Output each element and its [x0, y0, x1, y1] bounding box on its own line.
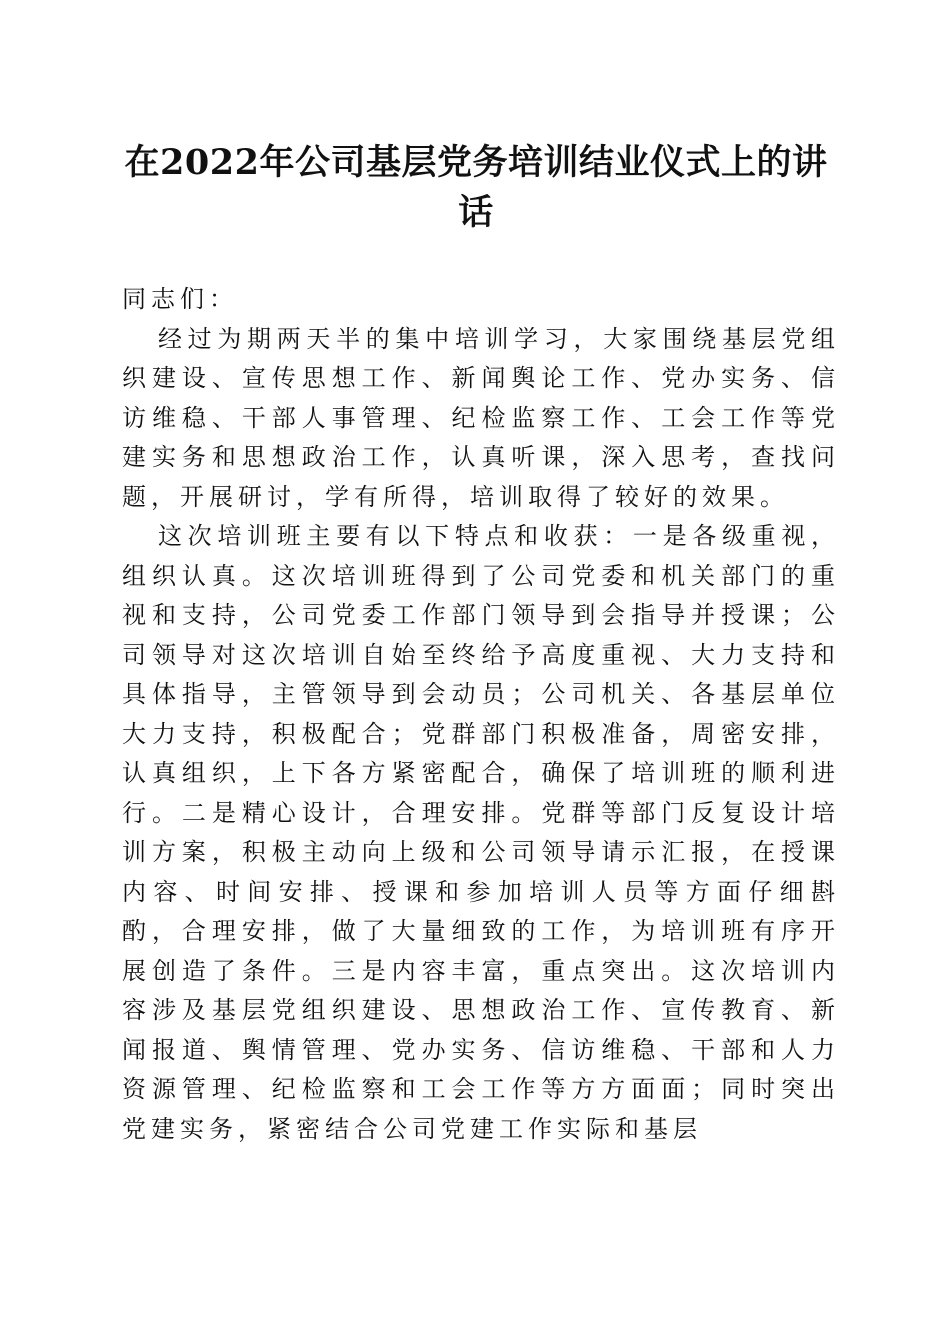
document-body [122, 280, 840, 1149]
paragraph-2: 这次培训班主要有以下特点和收获：一是各级重视，组织认真。这次培训班得到了公司党委和机关部门的重视和支持，公司党委工作部门领导到会指导并授课；公司领导对这次培训自始至终给予高度重视、大力支持和具体指导，主管领导到会动员；公司机关、各基层单位大力支持，积极配合；党群部门积极准备，周密安排，认真组织，上下各方紧密配合，确保了培训班的顺利进行。二是精心设计，合理安排。党群等部门反复设计培训方案，积极主动向上级和公司领导请示汇报，在授课内容、时间安排、授课和参加培训人员等方面仔细斟酌，合理安排，做了大量细致的工作，为培训班有序开展创造了条件。三是内容丰富，重点突出。这次培训内容涉及基层党组织建设、思想政治工作、宣传教育、新闻报道、舆情管理、党办实务、信访维稳、干部和人力资源管理、纪检监察和工会工作等方方面面；同时突出党建实务，紧密结合公司党建工作实际和基层 [122, 522, 840, 1143]
paragraph-1: 经过为期两天半的集中培训学习，大家围绕基层党组织建设、宣传思想工作、新闻舆论工作、党办实务、信访维稳、干部人事管理、纪检监察工作、工会工作等党建实务和思想政治工作，认真听课，深入思考，查找问题，开展研讨，学有所得，培训取得了较好的效果。 [122, 324, 840, 511]
salutation: 同志们： [122, 285, 238, 313]
document-title: 在2022年公司基层党务培训结业仪式上的讲话 [124, 142, 828, 233]
